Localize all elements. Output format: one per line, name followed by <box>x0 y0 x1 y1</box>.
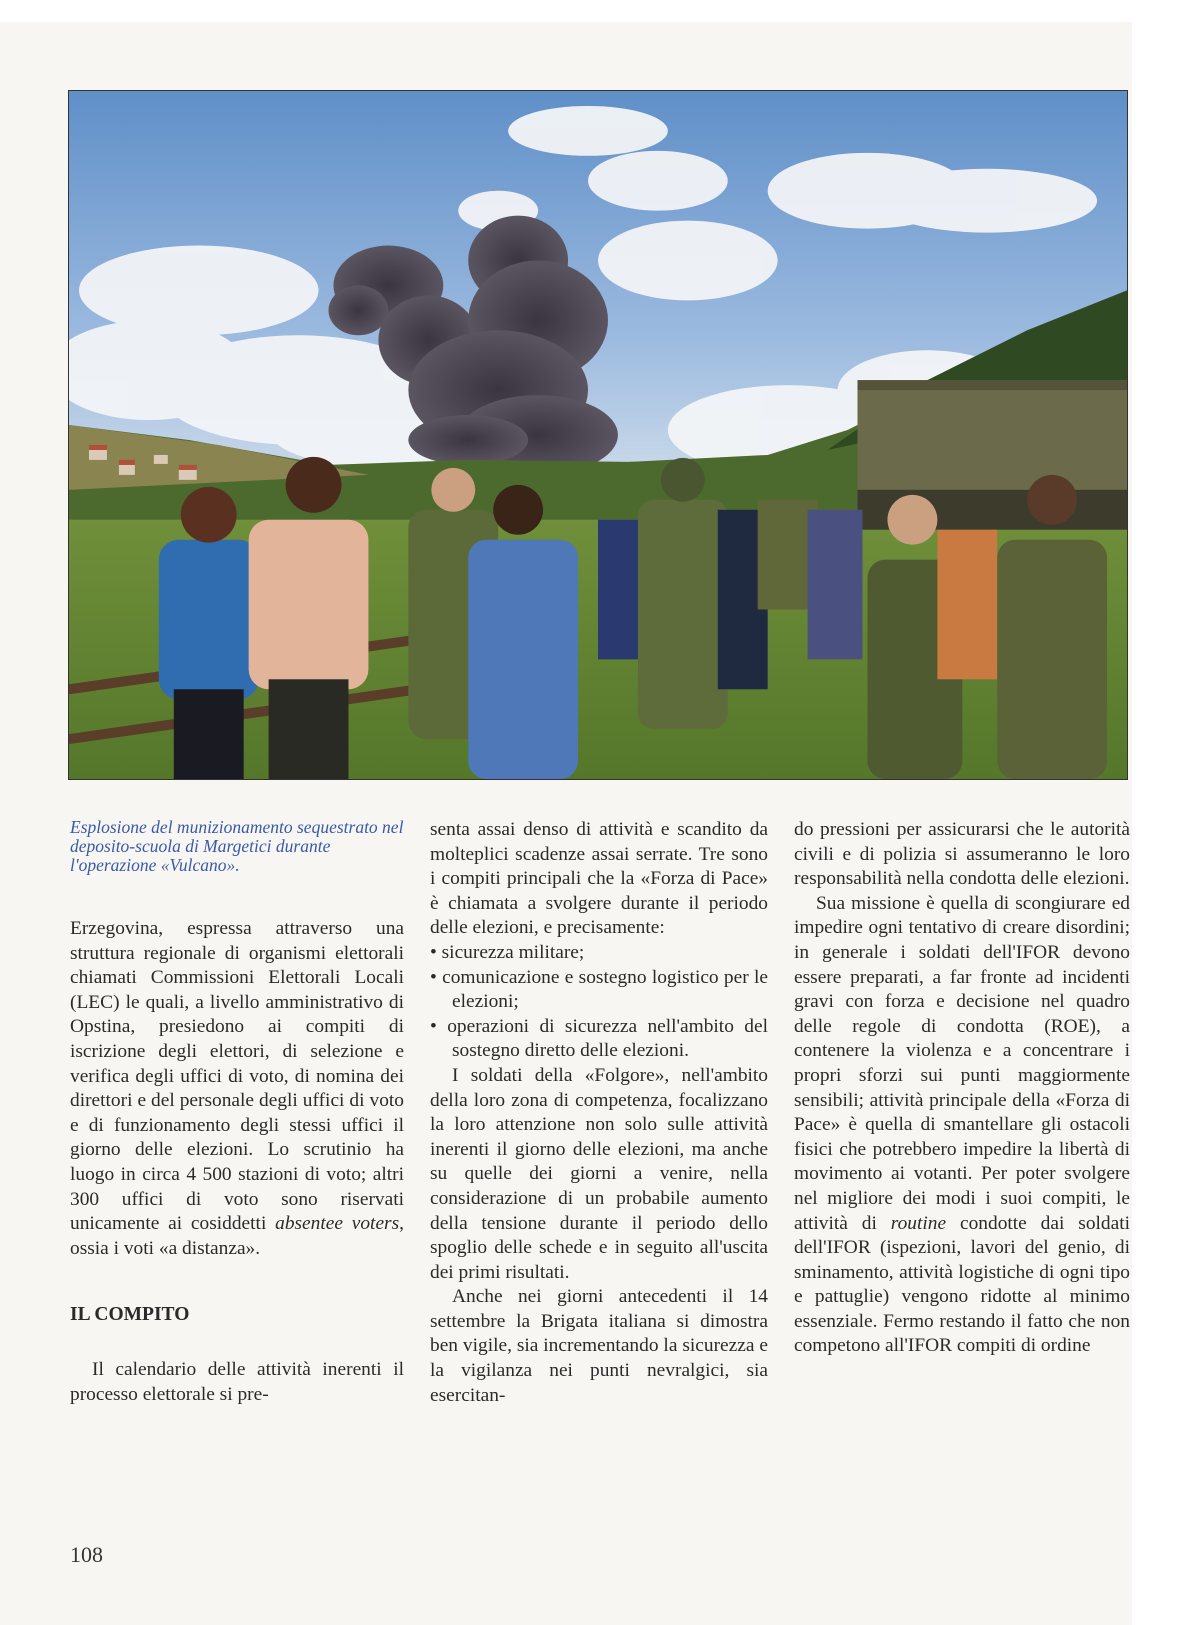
paragraph-text: Sua missione è quella di scongiurare ed impedire ogni tentativo di creare disordini; in generale i soldati dell'IFOR devono essere preparati, a far fronte ad incidenti gravi con forza e decisione nel quadro delle regole di condotta (ROE), a contenere la violenza e a concentrare i propri sforzi sui punti maggiormente sensibili; attività principale della «Forza di Pace» è quella di smantellare gli ostacoli fisici che potrebbero impedire la libertà di movimento ai votanti. Per poter svolgere nel migliore dei modi i suoi compiti, le attività di <box>794 892 1130 1234</box>
paragraph-text: , ossia i voti «a distanza». <box>70 1213 404 1259</box>
paragraph: do pressioni per assicurarsi che le autorità civili e di polizia si assumeranno le loro responsabilità nella condotta delle elezioni. <box>794 819 1130 890</box>
bullet-item: • sicurezza militare; <box>430 941 585 963</box>
text-column-2 <box>430 818 768 1408</box>
paragraph-text: Erzegovina, espressa attraverso una struttura regionale di organismi elettorali chiamati Commissioni Elettorali Locali (LEC) le quali, a livello amministrativo di Opstina, presiedono ai compiti di iscrizione degli elettori, di selezione e verifica degli uffici di voto, di nomina dei direttori e del personale degli uffici di voto e di funzionamento degli stessi uffici il giorno delle elezioni. Lo scrutinio ha luogo in circa 4 500 stazioni di voto; altri 300 uffici di voto sono riservati unicamente ai cosiddetti <box>70 918 404 1235</box>
text-column-3 <box>794 818 1130 1359</box>
photo-caption: Esplosione del munizionamento sequestrato nel deposito-scuola di Margetici durante l'operazione «Vulcano». <box>70 817 404 875</box>
page-number: 108 <box>70 1542 103 1567</box>
paragraph: Anche nei giorni antecedenti il 14 settembre la Brigata italiana si dimostra ben vigile, sia incrementando la sicurezza e la vigilanza nei punti nevralgici, sia esercitan- <box>430 1286 768 1406</box>
italic-term: absentee voters <box>275 1213 400 1235</box>
bullet-item: • operazioni di sicurezza nell'ambito del sostegno diretto delle elezioni. <box>430 1015 768 1062</box>
bullet-item: • comunicazione e sostegno logistico per le elezioni; <box>430 966 768 1013</box>
explosion-photo-image <box>69 91 1127 779</box>
paragraph-text: condotte dai soldati dell'IFOR (ispezioni, lavori del genio, di sminamento, attività logistiche di ogni tipo e pattuglie) vengono ridotte al minimo essenziale. Fermo restando il fatto che non competono all'IFOR compiti di ordine <box>794 1212 1131 1357</box>
paragraph: Il calendario delle attività inerenti il processo elettorale si pre- <box>70 1358 404 1405</box>
paragraph: senta assai denso di attività e scandito da molteplici scadenze assai serrate. Tre sono i compiti principali che la «Forza di Pace» è chiamata a svolgere durante il periodo delle elezioni, e precisamente: <box>430 819 768 939</box>
section-heading: IL COMPITO <box>70 1304 190 1326</box>
explosion-photo <box>68 90 1128 780</box>
paragraph <box>70 917 404 1261</box>
paragraph: I soldati della «Folgore», nell'ambito della loro zona di competenza, focalizzano la loro attenzione non solo sulle attività inerenti il giorno delle elezioni, ma anche su quelle dei giorni a venire, nella considerazione di un probabile aumento della tensione durante il periodo dello spoglio delle schede e in seguito all'uscita dei primi risultati. <box>430 1064 768 1283</box>
text-column-1 <box>70 818 404 1407</box>
italic-term: routine <box>890 1212 947 1234</box>
paragraph <box>794 892 1130 1359</box>
